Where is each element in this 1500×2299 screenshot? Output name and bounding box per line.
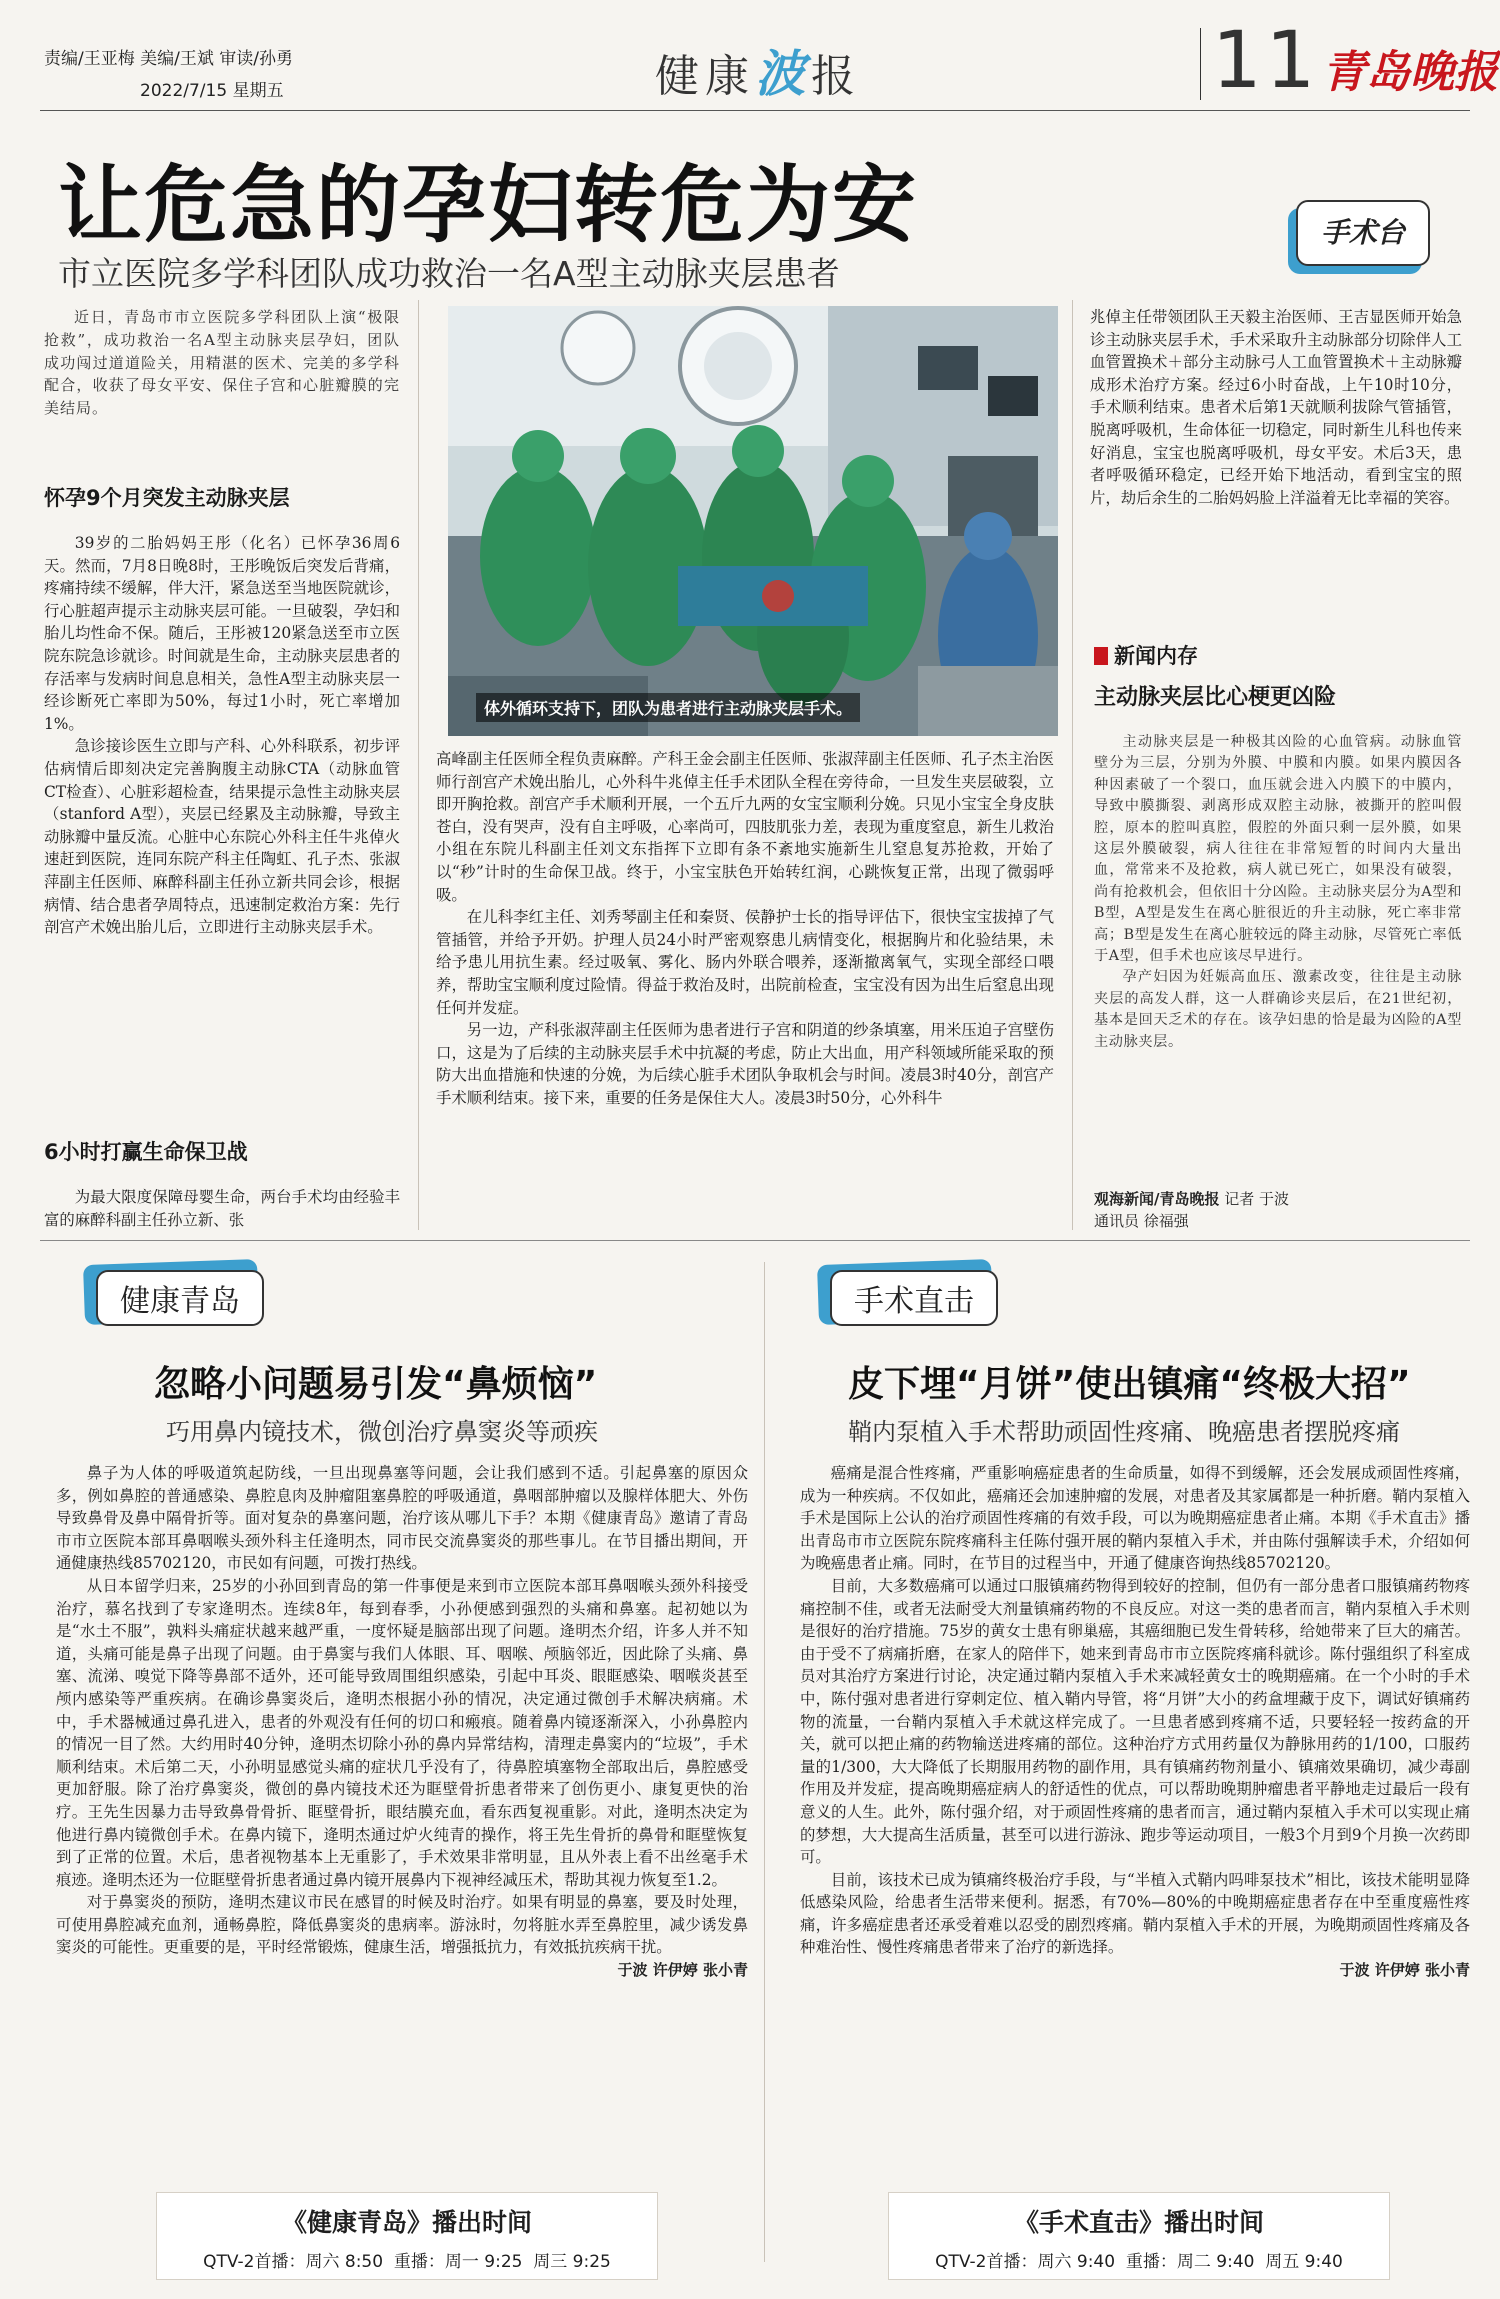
left-p3: 对于鼻窦炎的预防，逄明杰建议市民在感冒的时候及时治疗。如果有明显的鼻塞，要及时处理，可使用鼻腔减充血剂，通畅鼻腔，降低鼻窦炎的患病率。游泳时，勿将脏水弄至鼻腔里，减少诱发鼻窦炎的可能性。更重要的是，平时经常锻炼，健康生活，增强抵抗力，有效抵抗疾病干扰。 [56,1893,748,1957]
column-tag-surgery-direct [830,1270,998,1326]
editor-credits: 责编/王亚梅 美编/王斌 审读/孙勇 [44,49,293,69]
left-p2: 从日本留学归来，25岁的小孙回到青岛的第一件事便是来到市立医院本部耳鼻咽喉头颈外科接受治疗，慕名找到了专家逄明杰。连续8年，每到春季，小孙便感到强烈的头痛和鼻塞。起初她以为是“水土不服”，孰料头痛症状越来越严重，一度怀疑是脑部出现了问题。逄明杰介绍，许多人并不知道，头痛可能是鼻子出现了问题。由于鼻窦与我们人体眼、耳、咽喉、颅脑邻近，因此除了头痛、鼻塞、流涕、嗅觉下降等鼻部不适外，还可能导致周围组织感染，引起中耳炎、眼眶感染、咽喉炎甚至颅内感染等严重疾病。在确诊鼻窦炎后，逄明杰根据小孙的情况，决定通过微创手术解决病痛。术中，手术器械通过鼻孔进入，患者的外观没有任何的切口和瘢痕。随着鼻内镜逐渐深入，小孙鼻腔内的情况一目了然。大约用时40分钟，逄明杰切除小孙的鼻内异常结构，清理走鼻窦内的“垃圾”，手术顺利结束。术后第二天，小孙明显感觉头痛的症状几乎没有了，待鼻腔填塞物全部取出后，鼻腔感受更加舒服。除了治疗鼻窦炎，微创的鼻内镜技术还为眶壁骨折患者带来了创伤更小、康复更快的治疗。王先生因暴力击导致鼻骨骨折、眶壁骨折，眼结膜充血，看东西复视重影。对此，逄明杰决定为他进行鼻内镜微创手术。在鼻内镜下，逄明杰通过炉火纯青的操作，将王先生骨折的鼻骨和眶壁恢复到了正常的位置。术后，患者视物基本上无重影了，手术效果非常明显，且从外表上看不出丝毫手术痕迹。逄明杰还为一位眶壁骨折患者通过鼻内镜开展鼻内下视神经减压术，帮助其视力恢复至1.2。 [56,1576,748,1889]
sidebar-body [1094,732,1462,1053]
right-p3: 目前，该技术已成为镇痛终极治疗手段，与“半植入式鞘内吗啡泵技术”相比，该技术能明显降低感染风险，给患者生活带来便利。据悉，有70%—80%的中晚期癌症患者存在中至重度癌性疼痛，许多癌症患者还承受着难以忍受的剧烈疼痛。鞘内泵植入手术的开展，为晚期顽固性疼痛及各种难治性、慢性疼痛患者带来了治疗的新选择。 [800,1870,1470,1957]
main-col1-p2: 急诊接诊医生立即与产科、心外科联系，初步评估病情后即刻决定完善胸腹主动脉CTA（动脉血管CT检查）、心脏彩超检查，结果提示急性主动脉夹层（stanford A型），夹层已经累及主动脉瓣，导致主动脉瓣中量反流。心脏中心东院心外科主任牛兆倬火速赶到医院，连同东院产科主任陶虹、孔子杰、张淑萍副主任医师、麻醉科副主任孙立新共同会诊，根据病情、结合患者孕周特点，迅速制定救治方案：先行剖宫产术娩出胎儿后，立即进行主动脉夹层手术。 [44,737,400,937]
sidebar-byline-source: 观海新闻/青岛晚报 [1094,1190,1220,1208]
sidebar-byline-reporter: 记者 于波 [1224,1190,1290,1208]
main-col1-tail [44,1186,400,1231]
section-title [655,34,861,106]
page-number: 11 [1212,16,1320,106]
broadcast-times-health-qingdao: QTV-2首播：周六 8:50 重播：周一 9:25 周三 9:25 [203,2252,611,2272]
right-subheadline: 鞘内泵植入手术帮助顽固性疼痛、晚癌患者摆脱疼痛 [848,1418,1400,1446]
broadcast-box-surgery-direct [888,2192,1390,2280]
right-p1: 癌痛是混合性疼痛，严重影响癌症患者的生命质量，如得不到缓解，还会发展成顽固性疼痛，成为一种疾病。不仅如此，癌痛还会加速肿瘤的发展，对患者及其家属都是一种折磨。鞘内泵植入手术是国际上公认的治疗顽固性疼痛的有效手段，可以为晚期癌症患者止痛。本期《手术直击》播出青岛市市立医院东院疼痛科主任陈付强开展的鞘内泵植入手术，并由陈付强解读手术，介绍如何为晚癌患者止痛。同时，在节目的过程当中，开通了健康咨询热线85702120。 [800,1464,1470,1573]
sidebar-title: 主动脉夹层比心梗更凶险 [1094,685,1337,710]
surgery-photo [448,306,1058,736]
right-byline: 于波 许伊婷 张小青 [1339,1961,1470,1980]
broadcast-title-surgery-direct: 《手术直击》播出时间 [1013,2208,1264,2237]
sidebar-p2: 孕产妇因为妊娠高血压、激素改变，往往是主动脉夹层的高发人群，这一人群确诊夹层后，在21世纪初，基本是回天乏术的存在。该孕妇患的恰是最为凶险的A型主动脉夹层。 [1094,969,1462,1050]
main-subheadline: 市立医院多学科团队成功救治一名A型主动脉夹层患者 [58,254,840,293]
main-subhead-2: 6小时打赢生命保卫战 [44,1140,248,1164]
main-col1-body [44,532,400,939]
main-col2-p3: 另一边，产科张淑萍副主任医师为患者进行子宫和阴道的纱条填塞，用米压迫子宫壁伤口，这是为了后续的主动脉夹层手术中抗凝的考虑，防止大出血，用产科领域所能采取的预防大出血措施和快速的分娩，为后续心脏手术团队争取机会与时间。凌晨3时40分，剖宫产手术顺利结束。接下来，重要的任务是保住大人。凌晨3时50分，心外科牛 [436,1021,1054,1107]
right-body [800,1462,1470,1982]
left-headline: 忽略小问题易引发“鼻烦恼” [154,1364,598,1405]
column-tag-health-qingdao [96,1270,264,1326]
left-p1: 鼻子为人体的呼吸道筑起防线，一旦出现鼻塞等问题，会让我们感到不适。引起鼻塞的原因众多，例如鼻腔的普通感染、鼻腔息肉及肿瘤阻塞鼻腔的呼吸通道，鼻咽部肿瘤以及腺样体肥大、外伤导致鼻骨及鼻中隔骨折等。面对复杂的鼻塞问题，治疗该从哪儿下手？本期《健康青岛》邀请了青岛市市立医院本部耳鼻咽喉头颈外科主任逄明杰，同市民交流鼻窦炎的那些事儿。在节目播出期间，开通健康热线85702120，市民如有问题，可拨打热线。 [56,1464,748,1573]
main-col2-p1: 高峰副主任医师全程负责麻醉。产科王金会副主任医师、张淑萍副主任医师、孔子杰主治医师行剖宫产术娩出胎儿，心外科牛兆倬主任手术团队全程在旁待命，一旦发生夹层破裂，立即开胸抢救。剖宫产手术顺利开展，一个五斤九两的女宝宝顺利分娩。只见小宝宝全身皮肤苍白，没有哭声，没有自主呼吸，心率尚可，四肢肌张力差，表现为重度窒息，新生儿救治小组在东院儿科副主任刘文东指挥下立即有条不紊地实施新生儿窒息复苏抢救，开始了以“秒”计时的生命保卫战。终于，小宝宝肤色开始转红润，心跳恢复正常，出现了微弱呼吸。 [436,750,1054,904]
left-subheadline: 巧用鼻内镜技术，微创治疗鼻窦炎等顽疾 [166,1418,598,1446]
column-badge-surgery [1296,200,1430,266]
broadcast-box-health-qingdao [156,2192,658,2280]
main-col2-body [436,748,1054,1110]
section-title-wave: 波 [755,45,811,103]
section-title-head: 健康 [655,51,755,102]
main-col2-p2: 在儿科李红主任、刘秀琴副主任和秦贤、侯静护士长的指导评估下，很快宝宝拔掉了气管插管，并给予开奶。护理人员24小时严密观察患儿病情变化，根据胸片和化验结果，未给予患儿用抗生素。经过吸氧、雾化、肠内外联合喂养，逐渐撤离氧气，实现全部经口喂养，帮助宝宝顺利度过险情。得益于救治及时，出院前检查，宝宝没有因为出生后窒息出现任何并发症。 [436,908,1054,1017]
main-lead-text: 近日，青岛市市立医院多学科团队上演“极限抢救”，成功救治一名A型主动脉夹层孕妇，团队成功闯过道道险关，用精湛的医术、完美的多学科配合，收获了母女平安、保住子宫和心脏瓣膜的完美结局。 [44,308,400,418]
sidebar-label-marker [1094,647,1108,665]
right-headline: 皮下埋“月饼”使出镇痛“终极大招” [848,1364,1411,1405]
right-p2: 目前，大多数癌痛可以通过口服镇痛药物得到较好的控制，但仍有一部分患者口服镇痛药物疼痛控制不佳，或者无法耐受大剂量镇痛药物的不良反应。对这一类的患者而言，鞘内泵植入手术则是很好的治疗措施。75岁的黄女士患有卵巢癌，其癌细胞已发生骨转移，给她带来了巨大的痛苦。由于受不了病痛折磨，在家人的陪伴下，她来到青岛市市立医院疼痛科就诊。陈付强组织了科室成员对其治疗方案进行讨论，决定通过鞘内泵植入手术来减轻黄女士的晚期癌痛。在一个小时的手术中，陈付强对患者进行穿刺定位、植入鞘内导管，将“月饼”大小的药盒埋藏于皮下，调试好镇痛药物的流量，一台鞘内泵植入手术就这样完成了。一旦患者感到疼痛不适，只要轻轻一按药盒的开关，就可以把止痛的药物输送进疼痛的部位。这种治疗方式用药量仅为静脉用药的1/100，口服药量的1/300，大大降低了长期服用药物的副作用，具有镇痛药物剂量小、镇痛效果确切，减少毒副作用及并发症，提高晚期癌症病人的舒适性的优点，可以帮助晚期肿瘤患者平静地走过最后一段有意义的人生。此外，陈付强介绍，对于顽固性疼痛的患者而言，通过鞘内泵植入手术可以实现止痛的梦想，大大提高生活质量，甚至可以进行游泳、跑步等运动项目，一般3个月到9个月换一次药即可。 [800,1576,1470,1867]
surgery-photo-illustration [448,306,1058,736]
broadcast-times-surgery-direct: QTV-2首播：周六 9:40 重播：周二 9:40 周五 9:40 [935,2252,1343,2272]
column-tag-health-qingdao-label: 健康青岛 [120,1284,240,1319]
main-lead [44,306,400,420]
sidebar-byline-correspondent: 通讯员 徐福强 [1094,1212,1189,1230]
main-col1-p1: 39岁的二胎妈妈王彤（化名）已怀孕36周6天。然而，7月8日晚8时，王彤晚饭后突发后背痛，疼痛持续不缓解，伴大汗，紧急送至当地医院就诊，行心脏超声提示主动脉夹层可能。一旦破裂，孕妇和胎儿均性命不保。随后，王彤被120紧急送至市立医院东院急诊就诊。时间就是生命，主动脉夹层患者的存活率与发病时间息息相关，急性A型主动脉夹层一经诊断死亡率即为50%，每过1小时，死亡率增加1%。 [44,534,400,733]
sidebar-label [1094,640,1198,670]
left-body [56,1462,748,1982]
photo-caption: 体外循环支持下，团队为患者进行主动脉夹层手术。 [476,693,860,722]
sidebar-p1: 主动脉夹层是一种极其凶险的心血管病。动脉血管壁分为三层，分别为外膜、中膜和内膜。如果内膜因各种因素破了一个裂口，血压就会进入内膜下的中膜内，导致中膜撕裂、剥离形成双腔主动脉，被撕开的腔叫假腔，原本的腔叫真腔，假腔的外面只剩一层外膜，如果这层外膜破裂，病人往往在非常短暂的时间内大量出血，常常来不及抢救，病人就已死亡，如果没有破裂，尚有抢救机会，但依旧十分凶险。主动脉夹层分为A型和B型，A型是发生在离心脏很近的升主动脉，死亡率非常高；B型是发生在离心脏较远的降主动脉，尽管死亡率低于A型，但手术也应该尽早进行。 [1094,734,1462,965]
column-badge-label: 手术台 [1320,216,1405,249]
sidebar-label-text: 新闻内存 [1114,644,1198,668]
left-byline: 于波 许伊婷 张小青 [617,1961,748,1980]
main-col3-p1: 兆倬主任带领团队王天毅主治医师、王吉显医师开始急诊主动脉夹层手术，手术采取升主动脉部分切除伴人工血管置换术＋部分主动脉弓人工血管置换术＋主动脉瓣成形术治疗方案。经过6小时奋战，上午10时10分，手术顺利结束。患者术后第1天就顺利拔除气管插管，脱离呼吸机，生命体征一切稳定，同时新生儿科也传来好消息，宝宝也脱离呼吸机，母女平安。术后3天，患者呼吸循环稳定，已经开始下地活动，看到宝宝的照片，劫后余生的二胎妈妈脸上洋溢着无比幸福的笑容。 [1090,308,1462,507]
newspaper-logo: 青岛晚报 [1322,47,1498,98]
main-col1-p3: 为最大限度保障母婴生命，两台手术均由经验丰富的麻醉科副主任孙立新、张 [44,1188,400,1229]
main-headline: 让危急的孕妇转危为安 [58,156,919,254]
sidebar-byline [1094,1188,1462,1232]
issue-date: 2022/7/15 星期五 [140,81,284,101]
main-col3-body [1090,306,1462,509]
broadcast-title-health-qingdao: 《健康青岛》播出时间 [281,2208,532,2237]
section-title-tail: 报 [811,51,861,102]
main-subhead-1: 怀孕9个月突发主动脉夹层 [44,486,290,510]
column-tag-surgery-direct-label: 手术直击 [854,1284,974,1319]
